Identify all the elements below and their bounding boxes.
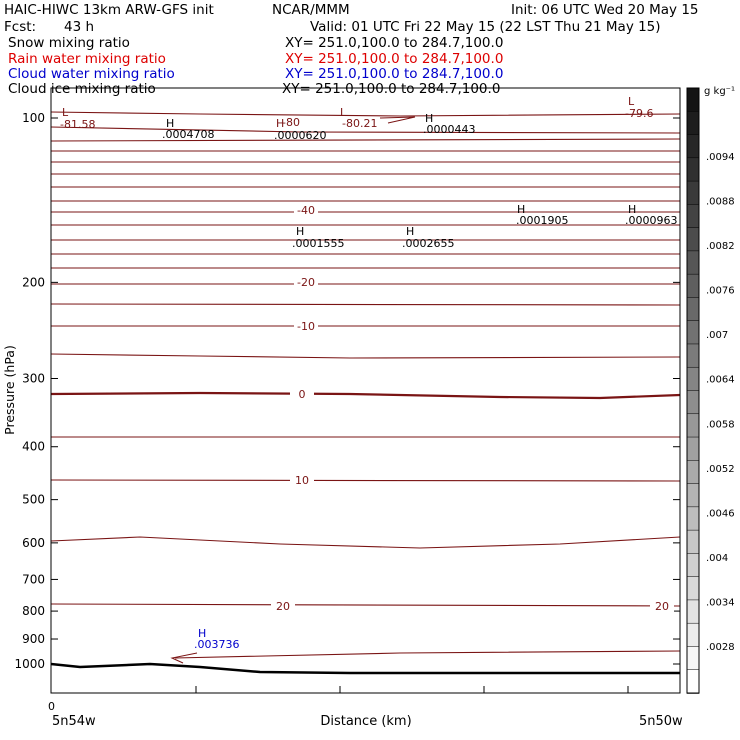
y-tick-label: 900 [22, 632, 45, 647]
colorbar-label: .0058 [706, 419, 735, 431]
colorbar-segment [687, 646, 699, 670]
extremum-marker: H [628, 203, 637, 216]
colorbar [687, 86, 735, 694]
contour-labels [60, 95, 678, 651]
extremum-value: -80 [282, 116, 300, 129]
y-tick-label: 300 [22, 371, 45, 386]
temperature-label: -20 [297, 276, 315, 289]
colorbar-segment [687, 530, 699, 554]
temperature-label: -40 [297, 204, 315, 217]
extremum-marker: L [340, 106, 347, 119]
colorbar-segment [687, 414, 699, 438]
colorbar-label: .0082 [706, 241, 735, 253]
colorbar-label: .0076 [706, 285, 735, 297]
colorbar-segment [687, 600, 699, 624]
colorbar-segment [687, 344, 699, 368]
y-tick-label: 400 [22, 439, 45, 454]
temperature-label: 10 [295, 474, 309, 487]
contour-line [51, 112, 680, 116]
y-tick-label: 1000 [14, 657, 45, 671]
terrain [51, 664, 680, 673]
colorbar-segment [687, 274, 699, 298]
colorbar-label: .004 [706, 552, 729, 564]
extremum-marker: H [517, 203, 526, 216]
y-axis-label: Pressure (hPa) [2, 345, 17, 435]
colorbar-segment [687, 158, 699, 182]
contour-line [51, 354, 680, 358]
contour-line [51, 304, 680, 305]
field-name-snow: Snow mixing ratio [8, 35, 130, 51]
temperature-label: 20 [655, 600, 669, 613]
y-tick-label: 800 [22, 604, 45, 619]
colorbar-segment [687, 251, 699, 275]
temperature-label: -10 [297, 320, 315, 333]
colorbar-segment [687, 484, 699, 508]
extremum-marker: H [276, 117, 285, 130]
colorbar-label: .0046 [706, 508, 735, 520]
temperature-contours [51, 112, 680, 663]
colorbar-segment [687, 460, 699, 484]
extremum-value: .0001905 [516, 214, 569, 227]
extremum-marker: H [425, 112, 434, 125]
colorbar-segment [687, 437, 699, 461]
temperature-label: 0 [298, 388, 306, 401]
y-tick-label: 600 [22, 535, 45, 550]
colorbar-segment [687, 88, 699, 112]
zero-contour-line [51, 393, 680, 398]
colorbar-segment [687, 111, 699, 135]
plot-frame [51, 88, 680, 693]
terrain-line [51, 664, 680, 673]
fcst-value: 43 h [64, 19, 95, 35]
extremum-value: .0002655 [402, 237, 455, 250]
field-xy-cloud-ice: XY= 251.0,100.0 to 284.7,100.0 [282, 81, 501, 97]
extremum-marker: H [296, 225, 305, 238]
y-tick-label: 100 [22, 111, 45, 125]
y-tick-label: 200 [22, 275, 45, 290]
extremum-value: .0000963 [625, 214, 678, 227]
extremum-value: .003736 [194, 638, 240, 651]
colorbar-segment [687, 623, 699, 647]
colorbar-segment [687, 228, 699, 252]
colorbar-segment [687, 507, 699, 531]
temperature-label: 20 [276, 600, 290, 613]
field-xy-rain: XY= 251.0,100.0 to 284.7,100.0 [285, 51, 504, 67]
colorbar-segment [687, 297, 699, 321]
colorbar-segment [687, 553, 699, 577]
colorbar-segment [687, 135, 699, 159]
colorbar-segment [687, 321, 699, 345]
contour-line [51, 604, 680, 606]
colorbar-label: .0094 [706, 152, 735, 163]
contour-line [380, 117, 415, 123]
extremum-value: -81.58 [60, 118, 96, 131]
extremum-marker: H [406, 225, 415, 238]
colorbar-segment [687, 391, 699, 415]
colorbar-label: .0034 [706, 597, 735, 609]
colorbar-segment [687, 670, 699, 694]
field-xy-snow: XY= 251.0,100.0 to 284.7,100.0 [285, 35, 504, 51]
colorbar-segment [687, 367, 699, 391]
extremum-marker: L [62, 106, 69, 119]
field-name-cloud-water: Cloud water mixing ratio [8, 66, 175, 82]
extremum-marker: H [198, 627, 207, 640]
x-axis-label: Distance (km) [320, 714, 412, 729]
colorbar-label: .0064 [706, 374, 735, 386]
plot-title: HAIC-HIWC 13km ARW-GFS init [4, 2, 214, 18]
field-name-rain: Rain water mixing ratio [8, 51, 166, 67]
extremum-value: .0001555 [292, 237, 345, 250]
fcst-label: Fcst: [4, 19, 37, 35]
contour-line [51, 139, 680, 141]
init-time: Init: 06 UTC Wed 20 May 15 [511, 2, 699, 18]
colorbar-segment [687, 577, 699, 601]
colorbar-label: .0088 [706, 196, 735, 208]
colorbar-segment [687, 204, 699, 228]
y-tick-label: 700 [22, 572, 45, 587]
x-zero-label: 0 [48, 700, 55, 713]
x-end-label: 5n50w [639, 714, 683, 729]
extremum-value: -80.21 [342, 117, 378, 130]
extremum-marker: L [628, 95, 635, 108]
colorbar-label: .007 [706, 330, 729, 342]
valid-time: Valid: 01 UTC Fri 22 May 15 (22 LST Thu 21 May 15) [310, 19, 661, 35]
field-name-cloud-ice: Cloud ice mixing ratio [8, 81, 156, 97]
field-xy-cloud-water: XY= 251.0,100.0 to 284.7,100.0 [285, 66, 504, 82]
extremum-value: .0004708 [162, 128, 215, 141]
contour-line [51, 537, 680, 548]
colorbar-label: .0028 [706, 642, 735, 653]
extremum-value: .0000443 [423, 123, 476, 136]
extremum-value: .0000620 [274, 129, 327, 142]
extremum-marker: H [166, 117, 175, 130]
colorbar-segment [687, 181, 699, 205]
contour-line [175, 651, 680, 658]
colorbar-label: .0052 [706, 463, 735, 475]
contour-line [51, 480, 680, 481]
extremum-value: -79.6 [625, 107, 654, 120]
x-start-label: 5n54w [52, 714, 96, 729]
colorbar-unit: g kg⁻¹ [704, 86, 735, 97]
y-tick-label: 500 [22, 492, 45, 507]
org-label: NCAR/MMM [272, 2, 350, 18]
